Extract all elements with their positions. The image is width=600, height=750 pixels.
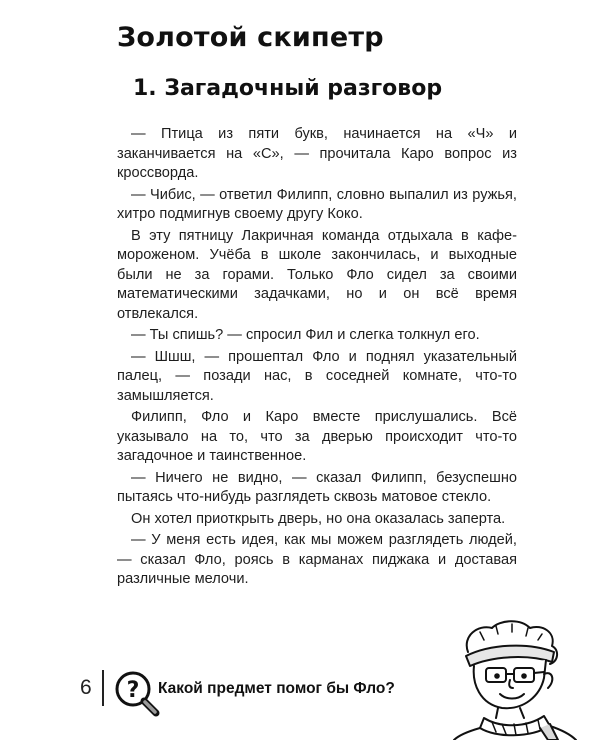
- paragraph: — Шшш, — прошептал Фло и поднял указательный палец, — позади нас, в соседней комнате, что-то замышляется.: [117, 348, 517, 404]
- paragraph: Он хотел приоткрыть дверь, но она оказалась заперта.: [131, 510, 506, 527]
- paragraph: — Ничего не видно, — сказал Филипп, безуспешно пытаясь что-нибудь разглядеть сквозь матовое стекло.: [117, 469, 517, 505]
- page-number: 6: [80, 676, 92, 699]
- comprehension-question: Какой предмет помог бы Фло?: [158, 680, 395, 697]
- footer-divider: [102, 670, 104, 706]
- paragraph: Филипп, Фло и Каро вместе прислушались. Всё указывало на то, что за дверью происходит что-то загадочное и таинственное.: [117, 409, 517, 464]
- paragraph: В эту пятницу Лакричная команда отдыхала в кафе-мороженом. Учёба в школе закончилась, и выходные были не за горами. Только Фло сидел за своими математическими задачками, но и он всё время отвлекался.: [117, 227, 517, 322]
- chapter-title: 1. Загадочный разговор: [133, 76, 443, 101]
- boy-with-glasses-illustration: [440, 618, 580, 740]
- paragraph: — Птица из пяти букв, начинается на «Ч» и заканчивается на «С», — прочитала Каро вопрос из кроссворда.: [117, 126, 517, 181]
- book-title: Золотой скипетр: [117, 22, 384, 53]
- paragraph: — У меня есть идея, как мы можем разглядеть людей, — сказал Фло, роясь в карманах пиджака и доставая различные мелочи.: [117, 532, 517, 587]
- story-text: [117, 125, 517, 592]
- paragraph: — Чибис, — ответил Филипп, словно выпалил из ружья, хитро подмигнув своему другу Коко.: [117, 186, 517, 222]
- paragraph: — Ты спишь? — спросил Фил и слегка толкнул его.: [131, 327, 480, 343]
- magnifier-question-icon: [112, 668, 162, 718]
- svg-text:?: ?: [126, 678, 140, 703]
